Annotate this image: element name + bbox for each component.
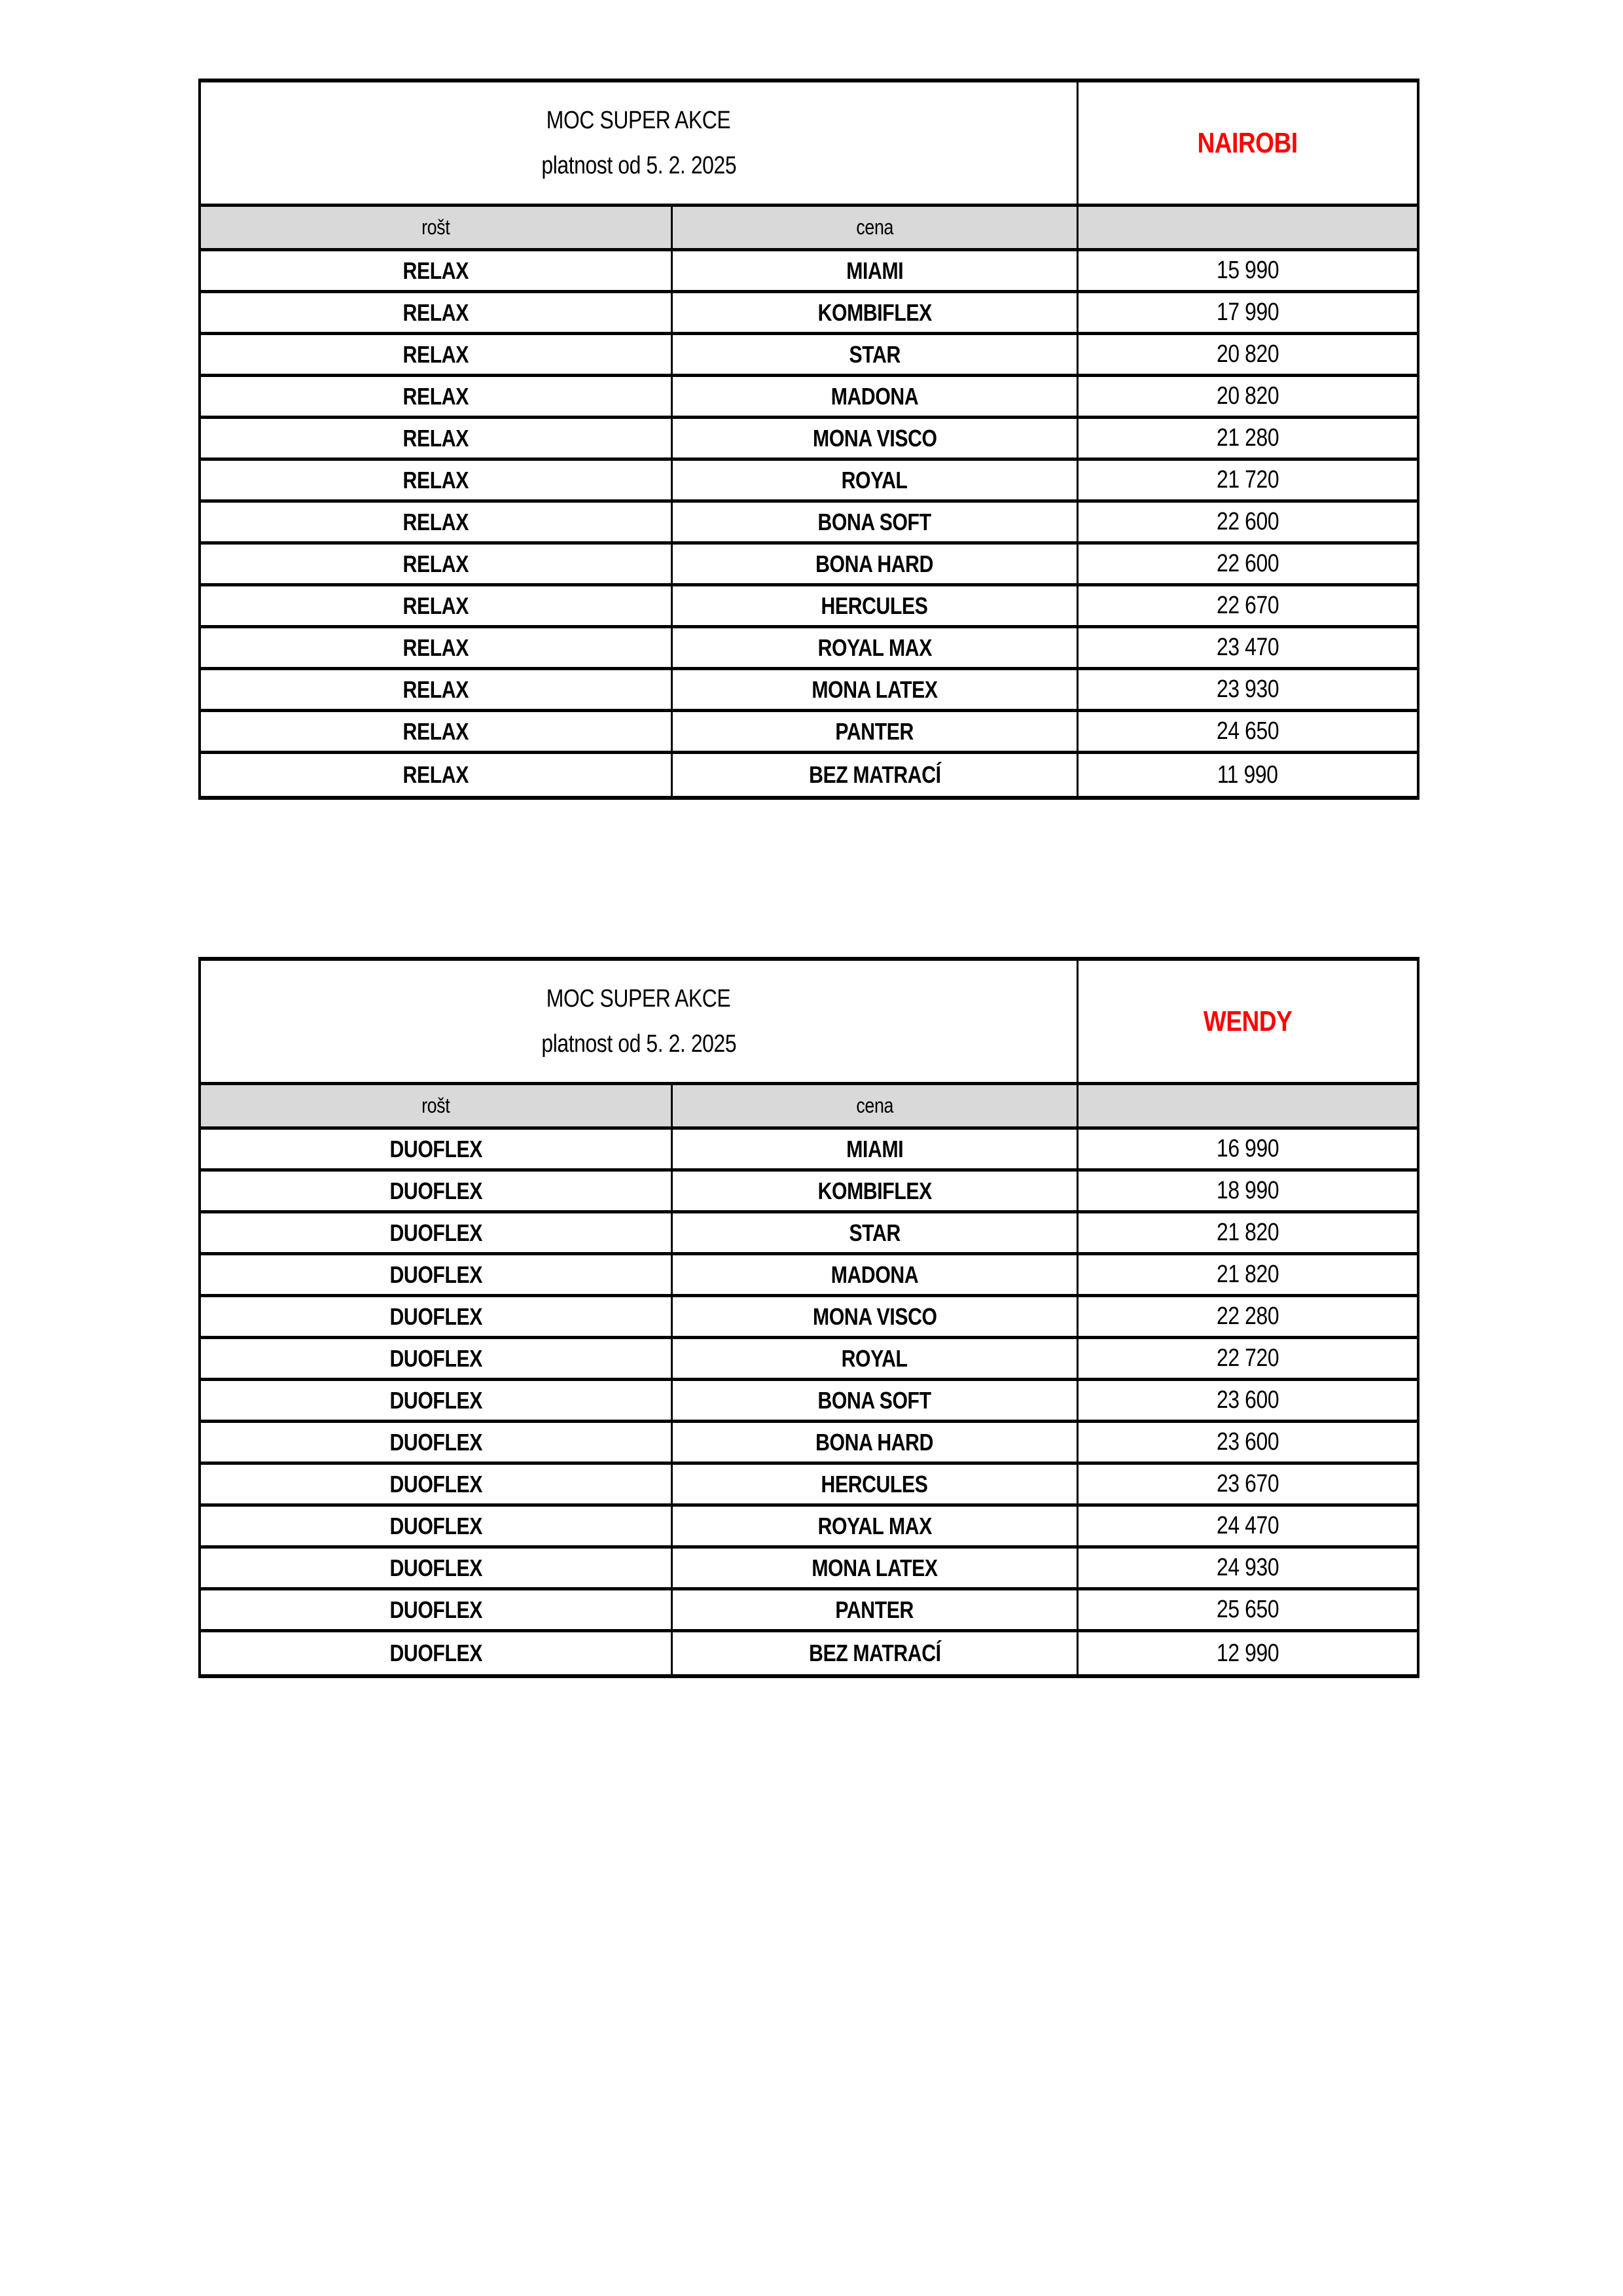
rost-cell [201,335,673,374]
price-cell [1079,1423,1417,1462]
price-value: 11 990 [1217,761,1278,789]
mattress-value: MIAMI [846,257,903,284]
title-row [201,82,1417,207]
table-row [201,251,1417,293]
table-row [201,1423,1417,1465]
price-cell [1079,1590,1417,1629]
price-cell [1079,1255,1417,1294]
rost-value: DUOFLEX [389,1428,482,1456]
rost-value: RELAX [402,761,469,788]
table-row [201,670,1417,712]
table-row [201,1172,1417,1213]
rost-cell [201,1549,673,1587]
price-cell [1079,586,1417,625]
price-value: 22 720 [1216,1344,1279,1372]
mattress-cell [673,1507,1079,1545]
mattress-cell [673,419,1079,457]
mattress-value: MONA LATEX [812,675,938,703]
mattress-value: MADONA [830,1261,919,1288]
product-cell [1079,961,1417,1082]
rost-cell [201,670,673,709]
table-row [201,503,1417,545]
table-row [201,1465,1417,1507]
table-row [201,1590,1417,1632]
rost-cell [201,377,673,416]
title-line1: MOC SUPER AKCE [546,106,731,134]
mattress-value: HERCULES [821,592,928,619]
table-row [201,1255,1417,1297]
price-value: 20 820 [1216,382,1279,410]
title-row [201,961,1417,1085]
price-value: 24 650 [1216,717,1279,745]
rost-value: RELAX [402,382,469,410]
price-value: 21 280 [1216,424,1279,452]
price-cell [1079,670,1417,709]
mattress-value: BONA SOFT [817,1386,932,1414]
title-line2: platnost od 5. 2. 2025 [541,1030,736,1058]
price-value: 24 470 [1216,1512,1279,1539]
table-row [201,1381,1417,1423]
rost-value: RELAX [402,550,469,577]
price-value: 22 670 [1216,592,1279,619]
price-value: 25 650 [1216,1596,1279,1623]
price-cell [1079,377,1417,416]
rost-cell [201,545,673,583]
mattress-value: STAR [849,340,901,368]
mattress-cell [673,1423,1079,1462]
rost-value: RELAX [402,340,469,368]
rost-value: RELAX [402,424,469,452]
cena-header-label: cena [856,215,893,239]
rost-cell [201,251,673,290]
mattress-cell [673,545,1079,583]
rost-header-cell [201,1085,673,1126]
mattress-value: PANTER [835,717,914,745]
rost-header-label: rošt [421,1094,450,1117]
rost-value: DUOFLEX [389,1344,482,1372]
table-row [201,1507,1417,1549]
price-value: 23 470 [1216,634,1279,661]
rost-cell [201,586,673,625]
mattress-value: BONA HARD [815,1428,934,1456]
rost-header-label: rošt [421,215,450,239]
rost-value: DUOFLEX [389,1219,482,1246]
price-value: 22 600 [1216,550,1279,577]
price-cell [1079,1130,1417,1168]
rost-cell [201,1423,673,1462]
table-row [201,461,1417,503]
rost-cell [201,1213,673,1252]
table-row [201,1297,1417,1339]
mattress-value: KOMBIFLEX [817,298,932,326]
mattress-cell [673,670,1079,709]
price-table-wendy [198,957,1419,1678]
table-row [201,335,1417,377]
rost-cell [201,419,673,457]
mattress-cell [673,251,1079,290]
price-cell [1079,1507,1417,1545]
price-cell [1079,1339,1417,1378]
mattress-cell [673,1172,1079,1210]
mattress-value: BONA HARD [815,550,934,577]
rost-value: DUOFLEX [389,1640,482,1666]
rost-value: DUOFLEX [389,1177,482,1204]
rost-value: DUOFLEX [389,1512,482,1539]
price-cell [1079,461,1417,499]
price-cell [1079,545,1417,583]
mattress-cell [673,335,1079,374]
mattress-cell [673,1590,1079,1629]
mattress-value: BEZ MATRACÍ [808,1640,941,1666]
mattress-value: MONA VISCO [812,424,937,452]
mattress-cell [673,293,1079,332]
price-cell [1079,1465,1417,1503]
rost-value: DUOFLEX [389,1554,482,1581]
rost-cell [201,1381,673,1420]
table-title-cell [201,961,1079,1082]
table-row [201,1549,1417,1590]
mattress-value: KOMBIFLEX [817,1177,932,1204]
mattress-cell [673,628,1079,667]
price-value: 15 990 [1216,257,1279,284]
price-value: 23 930 [1216,675,1279,703]
mattress-cell [673,503,1079,541]
rost-cell [201,1507,673,1545]
table-row [201,754,1417,796]
rost-cell [201,1632,673,1674]
table-row [201,1339,1417,1381]
mattress-cell [673,754,1079,796]
rost-cell [201,1172,673,1210]
table-row [201,1130,1417,1172]
price-cell [1079,419,1417,457]
price-table-nairobi [198,79,1419,800]
mattress-value: BEZ MATRACÍ [808,761,941,788]
mattress-cell [673,586,1079,625]
column-header-row [201,1085,1417,1130]
rost-value: RELAX [402,298,469,326]
price-cell [1079,712,1417,751]
rost-cell [201,1297,673,1336]
rost-cell [201,1130,673,1168]
price-value: 21 720 [1216,466,1279,493]
rost-cell [201,293,673,332]
price-value: 22 280 [1216,1302,1279,1330]
mattress-value: ROYAL [842,1344,908,1372]
rost-value: DUOFLEX [389,1386,482,1414]
table-row [201,377,1417,419]
mattress-value: ROYAL MAX [817,634,932,661]
price-cell [1079,1213,1417,1252]
product-name: NAIROBI [1197,126,1298,159]
rost-value: RELAX [402,717,469,745]
rost-header-cell [201,207,673,248]
rost-value: DUOFLEX [389,1302,482,1330]
price-cell [1079,293,1417,332]
mattress-value: ROYAL [842,466,908,493]
rost-value: DUOFLEX [389,1470,482,1498]
rost-cell [201,1339,673,1378]
table-row [201,419,1417,461]
table-row [201,1632,1417,1674]
mattress-cell [673,1339,1079,1378]
rost-value: RELAX [402,508,469,535]
product-name: WENDY [1203,1005,1293,1037]
price-cell [1079,1297,1417,1336]
price-value: 24 930 [1216,1554,1279,1581]
mattress-value: MONA VISCO [812,1302,937,1330]
mattress-cell [673,1465,1079,1503]
mattress-cell [673,1549,1079,1587]
rost-value: RELAX [402,592,469,619]
table-row [201,712,1417,754]
rost-cell [201,1590,673,1629]
rost-cell [201,1465,673,1503]
product-cell [1079,82,1417,204]
price-value: 23 600 [1216,1428,1279,1456]
rost-value: RELAX [402,675,469,703]
mattress-value: ROYAL MAX [817,1512,932,1539]
price-cell [1079,1632,1417,1674]
rost-value: DUOFLEX [389,1261,482,1288]
table-body [201,251,1417,796]
price-value: 16 990 [1216,1135,1279,1162]
title-line2: platnost od 5. 2. 2025 [541,151,736,179]
price-cell [1079,1381,1417,1420]
table-row [201,545,1417,586]
price-value: 21 820 [1216,1219,1279,1246]
table-body [201,1130,1417,1674]
table-row [201,1213,1417,1255]
rost-cell [201,712,673,751]
table-title-cell [201,82,1079,204]
mattress-value: PANTER [835,1596,914,1623]
price-value: 21 820 [1216,1261,1279,1288]
price-value: 17 990 [1216,298,1279,326]
mattress-cell [673,1632,1079,1674]
column-header-row [201,207,1417,251]
table-row [201,586,1417,628]
cena-header-cell [673,207,1079,248]
table-row [201,293,1417,335]
mattress-value: MONA LATEX [812,1554,938,1581]
rost-value: RELAX [402,466,469,493]
mattress-value: MADONA [830,382,919,410]
price-value: 23 670 [1216,1470,1279,1498]
price-cell [1079,628,1417,667]
rost-cell [201,1255,673,1294]
mattress-cell [673,1381,1079,1420]
mattress-cell [673,1130,1079,1168]
price-value: 20 820 [1216,340,1279,368]
table-row [201,628,1417,670]
rost-value: DUOFLEX [389,1135,482,1162]
rost-value: RELAX [402,257,469,284]
mattress-value: HERCULES [821,1470,928,1498]
title-line1: MOC SUPER AKCE [546,984,731,1013]
price-cell [1079,335,1417,374]
mattress-value: MIAMI [846,1135,903,1162]
mattress-value: BONA SOFT [817,508,932,535]
rost-value: DUOFLEX [389,1596,482,1623]
price-cell [1079,251,1417,290]
mattress-cell [673,712,1079,751]
rost-value: RELAX [402,634,469,661]
cena-header-label: cena [856,1094,893,1117]
mattress-value: STAR [849,1219,901,1246]
mattress-cell [673,461,1079,499]
rost-cell [201,461,673,499]
rost-cell [201,628,673,667]
cena-header-cell [673,1085,1079,1126]
rost-cell [201,754,673,796]
price-cell [1079,503,1417,541]
mattress-cell [673,1213,1079,1252]
price-cell [1079,1549,1417,1587]
price-value: 12 990 [1216,1639,1279,1667]
price-cell [1079,754,1417,796]
mattress-cell [673,1297,1079,1336]
mattress-cell [673,377,1079,416]
empty-header-cell [1079,207,1417,248]
price-cell [1079,1172,1417,1210]
price-value: 22 600 [1216,508,1279,535]
price-value: 23 600 [1216,1386,1279,1414]
price-value: 18 990 [1216,1177,1279,1204]
rost-cell [201,503,673,541]
empty-header-cell [1079,1085,1417,1126]
mattress-cell [673,1255,1079,1294]
